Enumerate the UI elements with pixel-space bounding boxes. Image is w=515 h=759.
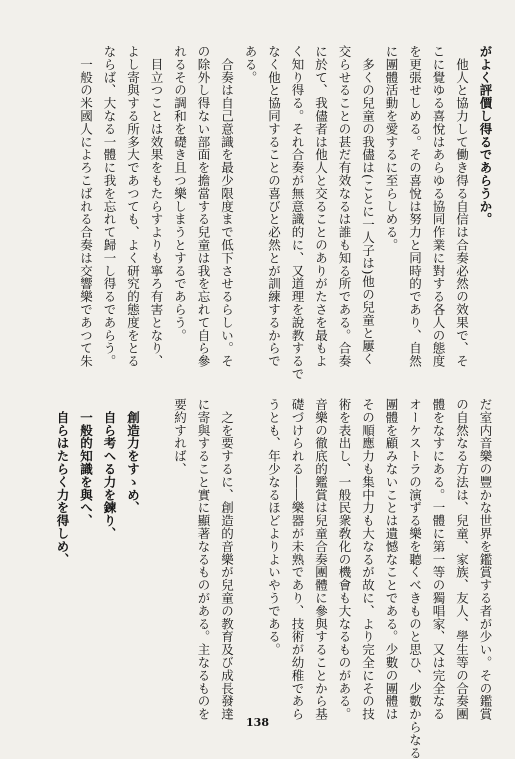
text-line: 團體を顧みないことは遺憾なことである。少數の團體は — [384, 398, 399, 721]
text-line: に寄與すること實に顯著なるものがある。主なるものを — [196, 398, 211, 721]
text-line: 目立つことは效果をもたらすよりも寧ろ有害となり、 — [149, 45, 164, 368]
upper-text-block — [74, 45, 497, 381]
text-line — [239, 398, 263, 696]
text-line: なく他と協同することの喜びと必然とが訓練するからで — [266, 45, 282, 368]
text-line: 多くの兒童の我儘は(ことに一人子は)他の兒童と屢く — [360, 45, 376, 366]
text-line: ならば、大なる一體に我を忘れて歸一し得るであらう。 — [102, 45, 117, 368]
text-line: その順應力も集中力も大なるが故に、より完全にその技 — [360, 398, 376, 721]
text-line: ある。 — [243, 45, 258, 84]
text-line: がよく評價し得るであらうか。 — [478, 45, 493, 226]
text-line: 音樂の徹底的鑑賞は兒童合奏團體に參與することから基 — [313, 398, 329, 721]
text-line: れるその調和を礎き且つ樂しまうとするであらう。 — [172, 45, 188, 342]
text-line: 合奏は自己意識を最少限度まで低下させるらしい。そ — [219, 45, 235, 368]
text-line: 礎づけられる――樂器が未熟であり、技術が幼稚であら — [290, 398, 305, 721]
text-line: 一般の米國人によろこばれる合奏は交響樂であつて朱 — [78, 45, 94, 368]
text-line: に於て、我儘者は他人と交ることのありがたさを最もよ — [313, 45, 329, 368]
text-line: の除外し得ない部面を擔當する兒童は我を忘れて自ら參 — [196, 45, 211, 368]
text-line: 交らせることの甚だ有效なるは誰も知る所である。合奏 — [337, 45, 352, 368]
text-line: 一般的知識を與へ、 — [78, 398, 94, 527]
text-line — [145, 398, 169, 696]
text-line: こに覺ゆる喜悅はあらゆる協同作業に對する各人の態度 — [431, 45, 446, 368]
text-line: だ室内音樂の豐かな世界を鑑賞する者が少い。その鑑賞 — [478, 398, 493, 721]
text-line: うとも、年少なるほどよりよいやうである。 — [266, 398, 282, 656]
text-line: 創造力をすゝめ、 — [125, 398, 141, 515]
text-line: 要約すれば、 — [172, 398, 188, 476]
text-line: オーケストラの演ずる樂を聽くべきものと思ひ、少數からなる — [407, 398, 423, 759]
text-line: 術を表出し、一般民衆敎化の機會も大なるものがある。 — [337, 398, 352, 721]
text-line: 自らはたらく力を得しめ、 — [55, 398, 70, 566]
text-line: く知り得る。それ合奏が無意識的に、又道理を說教するで — [290, 45, 305, 381]
text-line: 體をなすにある。一體に第一等の獨唱家、又は完全なる — [431, 398, 446, 721]
text-line: 他人と協力して働き得る自信は合奏必然の效果で、そ — [454, 45, 470, 368]
text-line: よし寄與する所多大であつても、よく研究的態度をとる — [125, 45, 141, 368]
text-line: 自ら考へる力を鍊り、 — [102, 398, 117, 540]
text-line: に團體活動を愛するに至らしめる。 — [384, 45, 399, 252]
page-number: 138 — [246, 716, 269, 729]
text-line: を更張せしめる。その喜悅は努力と同時的であり、自然 — [407, 45, 423, 368]
text-line: 之を要するに、創造的音樂が兒童の教育及び成長發達 — [219, 398, 235, 721]
text-line: の自然なる方法は、兒童、家族、友人、學生等の合奏團 — [454, 398, 470, 721]
